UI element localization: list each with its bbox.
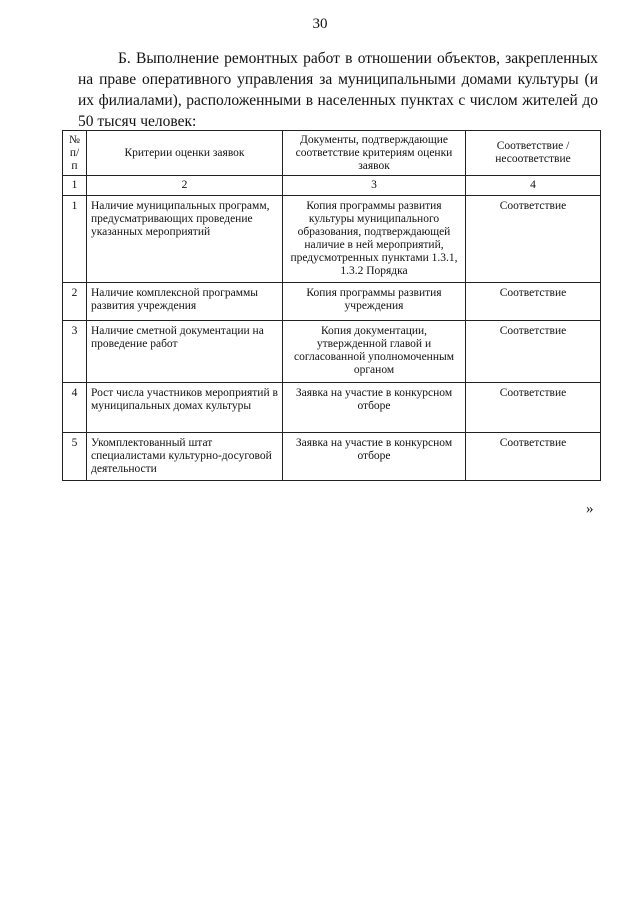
row-number: 3 (63, 321, 87, 383)
row-status: Соответствие (466, 196, 601, 283)
header-documents: Документы, подтверждающие соответствие критериям оценки заявок (283, 131, 466, 176)
column-number: 3 (283, 176, 466, 196)
column-number-row (63, 176, 601, 196)
row-criteria: Рост числа участников мероприятий в муниципальных домах культуры (87, 383, 283, 433)
criteria-table (62, 130, 601, 481)
table-row (63, 321, 601, 383)
section-heading: Б. Выполнение ремонтных работ в отношении объектов, закрепленных на праве оперативного управления за муниципальными домами культуры (и их филиалами), расположенными в населенных пунктах с числом жителей до 50 тысяч человек: (78, 50, 598, 130)
row-status: Соответствие (466, 383, 601, 433)
column-number: 2 (87, 176, 283, 196)
closing-quote-mark: » (586, 501, 594, 517)
column-number: 1 (63, 176, 87, 196)
row-documents: Копия документации, утвержденной главой и согласованной уполномоченным органом (283, 321, 466, 383)
table-row (63, 196, 601, 283)
row-status: Соответствие (466, 283, 601, 321)
row-number: 2 (63, 283, 87, 321)
header-num: № п/п (63, 131, 87, 176)
row-documents: Копия программы развития учреждения (283, 283, 466, 321)
row-number: 5 (63, 433, 87, 481)
table-row (63, 383, 601, 433)
header-criteria: Критерии оценки заявок (87, 131, 283, 176)
table-row (63, 283, 601, 321)
row-criteria: Укомплектованный штат специалистами культурно-досуговой деятельности (87, 433, 283, 481)
row-criteria: Наличие комплексной программы развития учреждения (87, 283, 283, 321)
row-number: 4 (63, 383, 87, 433)
page-number: 30 (312, 16, 328, 32)
row-documents: Заявка на участие в конкурсном отборе (283, 383, 466, 433)
header-status: Соответствие / несоответствие (466, 131, 601, 176)
row-documents: Копия программы развития культуры муниципального образования, подтверждающей наличие в ней мероприятий, предусмотренных пунктами 1.3.1, 1.3.2 Порядка (283, 196, 466, 283)
row-number: 1 (63, 196, 87, 283)
row-criteria: Наличие муниципальных программ, предусматривающих проведение указанных мероприятий (87, 196, 283, 283)
table-header-row (63, 131, 601, 176)
row-documents: Заявка на участие в конкурсном отборе (283, 433, 466, 481)
row-criteria: Наличие сметной документации на проведение работ (87, 321, 283, 383)
row-status: Соответствие (466, 433, 601, 481)
table-row (63, 433, 601, 481)
row-status: Соответствие (466, 321, 601, 383)
column-number: 4 (466, 176, 601, 196)
